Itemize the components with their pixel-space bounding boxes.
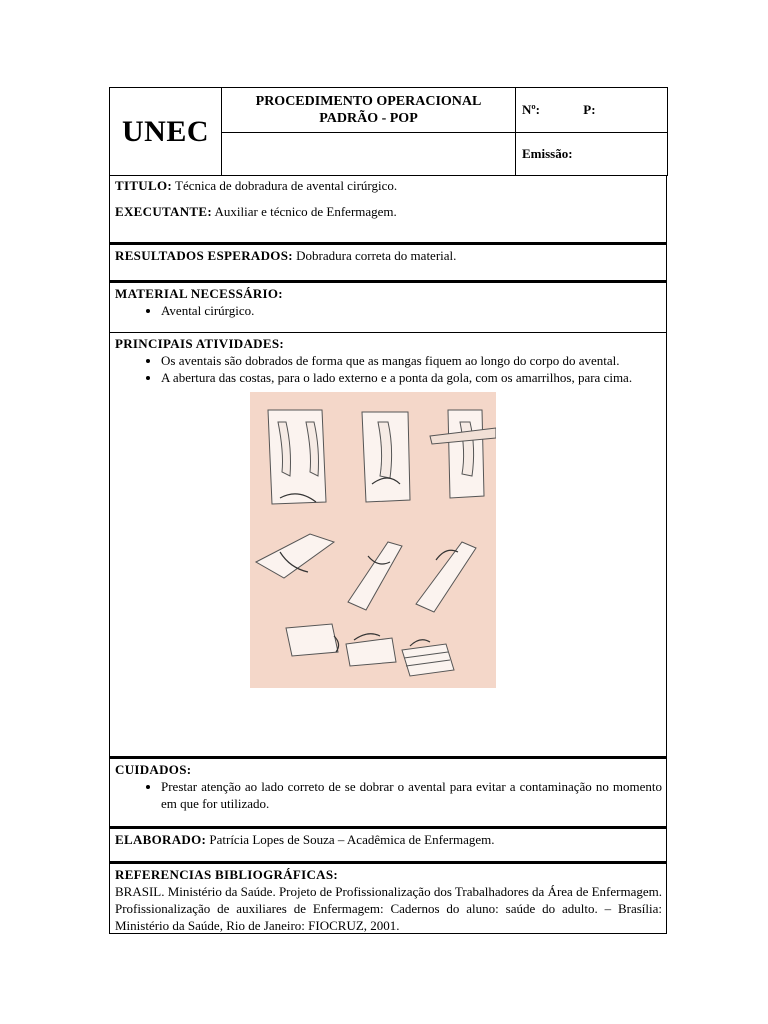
pop-document: [109, 87, 667, 934]
referencias-text: BRASIL. Ministério da Saúde. Projeto de Profissionalização dos Trabalhadores da Área de Enfermagem. Profissionalização de auxiliares de Enfermagem: Cadernos do aluno: saúde do adulto. – Brasília: Ministério da Saúde, Rio de Janeiro: FIOCRUZ, 2001.: [115, 884, 662, 933]
referencias-section: [109, 862, 667, 934]
header-table: [109, 87, 668, 176]
blank-cell: [222, 133, 516, 176]
folding-steps-drawing: [250, 392, 496, 688]
resultados-label: RESULTADOS ESPERADOS:: [115, 248, 293, 263]
atividades-section: [109, 333, 667, 757]
titulo-section: [109, 176, 667, 243]
material-label: MATERIAL NECESSÁRIO:: [115, 286, 283, 301]
number-label: Nº:: [522, 102, 541, 117]
atividades-label: PRINCIPAIS ATIVIDADES:: [115, 336, 285, 351]
title-line-2: PADRÃO - POP: [319, 111, 418, 126]
executante-label: EXECUTANTE:: [115, 204, 212, 219]
resultados-section: [109, 243, 667, 281]
referencias-label: REFERENCIAS BIBLIOGRÁFICAS:: [115, 867, 338, 882]
titulo-text: Técnica de dobradura de avental cirúrgico.: [175, 178, 398, 193]
elaborado-label: ELABORADO:: [115, 832, 207, 847]
cuidados-section: [109, 757, 667, 827]
emission-label: Emissão:: [516, 133, 668, 176]
number-page-cell: [516, 88, 668, 133]
atividades-list: [115, 352, 662, 386]
material-section: [109, 281, 667, 333]
list-item: • A abertura das costas, para o lado externo e a ponta da gola, com os amarrilhos, para cima.: [161, 369, 662, 386]
list-item: • Avental cirúrgico.: [161, 302, 662, 319]
titulo-label: TITULO:: [115, 178, 173, 193]
list-item: • Prestar atenção ao lado correto de se dobrar o avental para evitar a contaminação no momento em que for utilizado.: [161, 778, 662, 812]
unec-logo: UNEC: [110, 88, 222, 176]
material-list: [115, 302, 662, 319]
cuidados-list: [115, 778, 662, 812]
elaborado-section: [109, 827, 667, 862]
page-label: P:: [583, 102, 596, 117]
document-title: [222, 88, 516, 133]
list-item: • Os aventais são dobrados de forma que as mangas fiquem ao longo do corpo do avental.: [161, 352, 662, 369]
gown-folding-illustration: [250, 392, 496, 688]
executante-text: Auxiliar e técnico de Enfermagem.: [214, 204, 397, 219]
elaborado-text: Patrícia Lopes de Souza – Acadêmica de Enfermagem.: [209, 832, 495, 847]
cuidados-label: CUIDADOS:: [115, 762, 192, 777]
title-line-1: PROCEDIMENTO OPERACIONAL: [255, 94, 482, 109]
resultados-text: Dobradura correta do material.: [296, 248, 457, 263]
